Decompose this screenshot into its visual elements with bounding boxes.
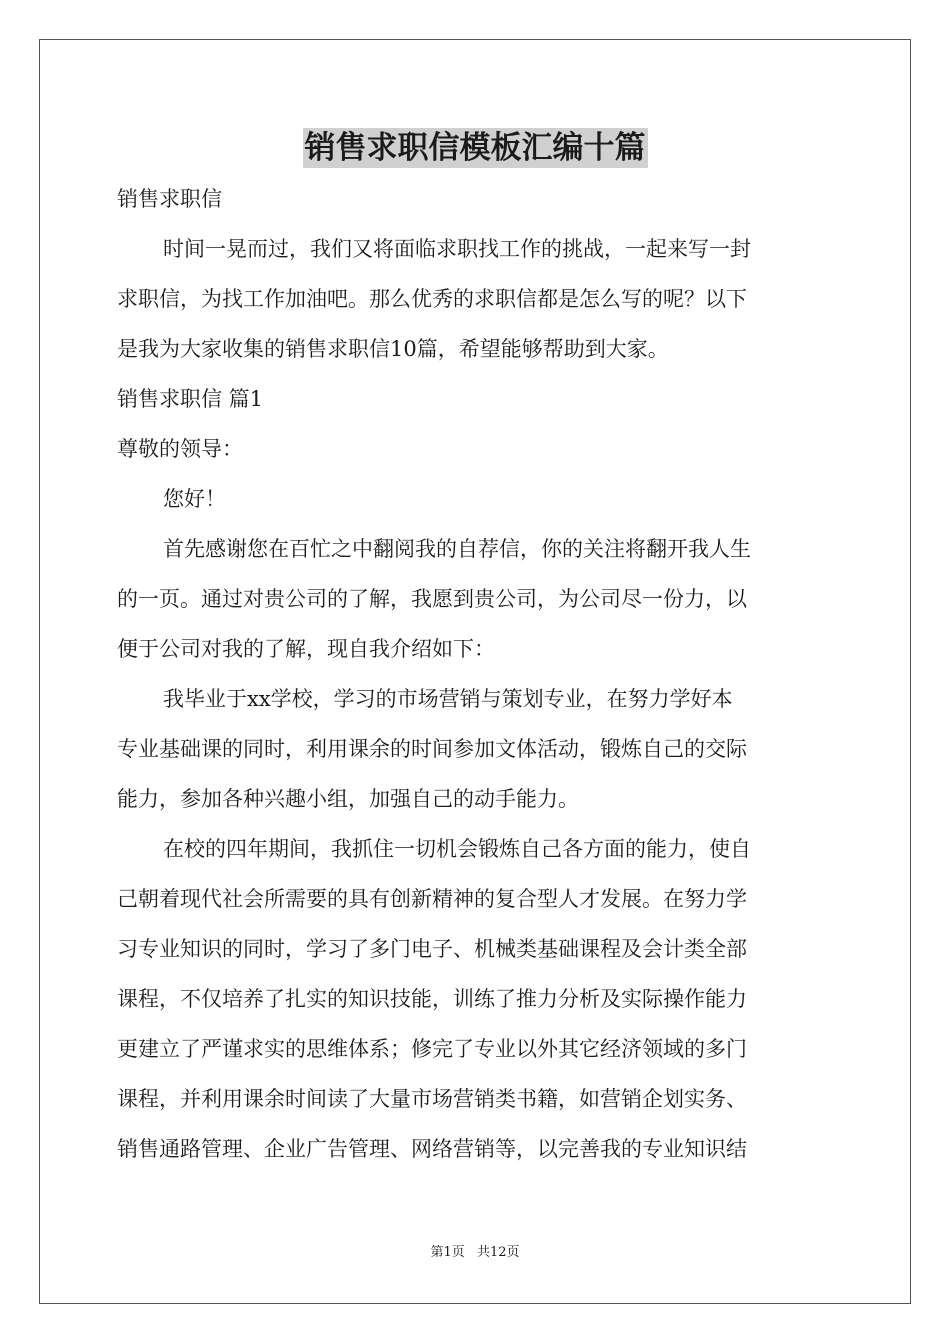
- title-container: [0, 128, 950, 168]
- paragraph-line: 便于公司对我的了解，现自我介绍如下：: [117, 637, 495, 661]
- paragraph-line: 习专业知识的同时，学习了多门电子、机械类基础课程及会计类全部: [117, 937, 747, 961]
- page-total: 共12页: [476, 1245, 520, 1260]
- paragraph-line: 课程，不仅培养了扎实的知识技能，训练了推力分析及实际操作能力: [117, 987, 747, 1011]
- page-footer: [0, 1244, 950, 1262]
- paragraph-line: 课程，并利用课余时间读了大量市场营销类书籍，如营销企划实务、: [117, 1087, 747, 1111]
- paragraph-line: 我毕业于xx学校，学习的市场营销与策划专业，在努力学好本: [163, 687, 733, 711]
- paragraph-line: 更建立了严谨求实的思维体系；修完了专业以外其它经济领域的多门: [117, 1037, 747, 1061]
- page-border: [39, 39, 911, 1304]
- greeting: 您好！: [163, 487, 226, 511]
- section-heading: 销售求职信: [117, 187, 222, 211]
- document-title: 销售求职信模板汇编十篇: [304, 130, 646, 166]
- page-number: 第1页: [430, 1245, 465, 1260]
- paragraph-line: 的一页。通过对贵公司的了解，我愿到贵公司，为公司尽一份力，以: [117, 587, 747, 611]
- paragraph-line: 销售通路管理、企业广告管理、网络营销等，以完善我的专业知识结: [117, 1137, 747, 1161]
- salutation: 尊敬的领导：: [117, 437, 243, 461]
- paragraph-line: 求职信，为找工作加油吧。那么优秀的求职信都是怎么写的呢？以下: [117, 287, 747, 311]
- paragraph-line: 首先感谢您在百忙之中翻阅我的自荐信，你的关注将翻开我人生: [163, 537, 751, 561]
- paragraph-line: 己朝着现代社会所需要的具有创新精神的复合型人才发展。在努力学: [117, 887, 747, 911]
- paragraph-line: 时间一晃而过，我们又将面临求职找工作的挑战，一起来写一封: [163, 237, 751, 261]
- paragraph-line: 专业基础课的同时，利用课余的时间参加文体活动，锻炼自己的交际: [117, 737, 747, 761]
- paragraph-line: 能力，参加各种兴趣小组，加强自己的动手能力。: [117, 787, 579, 811]
- section-heading: 销售求职信 篇1: [117, 387, 264, 411]
- paragraph-line: 是我为大家收集的销售求职信10篇，希望能够帮助到大家。: [117, 337, 669, 361]
- paragraph-line: 在校的四年期间，我抓住一切机会锻炼自己各方面的能力，使自: [163, 837, 751, 861]
